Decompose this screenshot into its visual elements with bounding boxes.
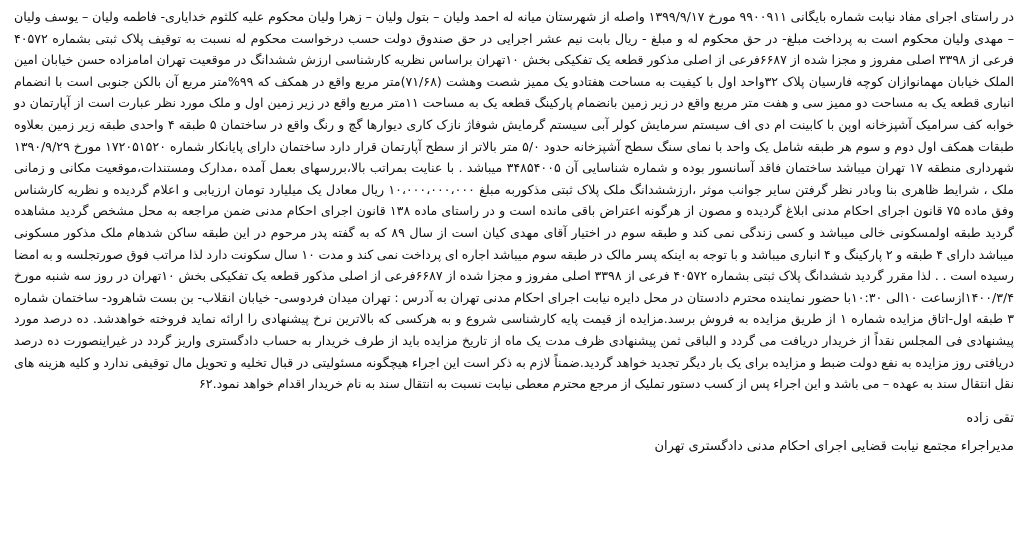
signature-block [14, 405, 1014, 461]
signatory-name: تقی زاده [966, 410, 1014, 426]
notice-body-paragraph: در راستای اجرای مفاد نیابت شماره بایگانی ۹۹۰۰۹۱۱ مورخ ۱۳۹۹/۹/۱۷ واصله از شهرستان میانه له احمد ولیان – بتول ولیان – زهرا ولیان محکوم علیه کلثوم خدایاری- فاطمه ولیان – یوسف ولیان – مهدی ولیان محکوم است به پرداخت مبلغ- در حق محکوم له و مبلغ - ریال بابت نیم عشر اجرایی در حق صندوق دولت حسب درخواست محکوم له نسبت به توقیف پلاک ثبتی بشماره ۴۰۵۷۲ فرعی از ۳۳۹۸ اصلی مفروز و مجزا شده از ۶۶۸۷فرعی از اصلی مذکور قطعه یک تفکیکی بخش ۱۰تهران براساس نظریه کارشناسی ارزش ششدانگ در موقعیت تهران امامزاده حسن خیابان امین الملک خیابان مهمانوازان کوچه فارسیان پلاک ۳۲واحد اول با کیفیت به مساحت هفتادو یک ممیز شصت وهشت (۷۱/۶۸)متر مربع واقع در همکف که ۹۹%متر مربع آن بالکن جنوبی است با انضمام انباری قطعه یک به مساحت دو ممیز سی و هفت متر مربع واقع در زیر زمین بانضمام پارکینگ قطعه یک به مساحت ۱۱متر مربع واقع در زیر زمین اول و ملک مورد نظر عبارت است از آپارتمان دو خوابه کف سرامیک آشپزخانه اوپن با کابینت ام دی اف سیستم سرمایش کولر آبی سیستم گرمایش شوفاژ نازک کاری دیوارها گچ و رنگ واقع در ساختمان ۵ طبقه ۴ واحدی طبقه زیر زمین بعلاوه طبقات همکف اول دوم و سوم هر طبقه شامل یک واحد با نمای سنگ سطح آشپزخانه حدود ۵/۰ متر بالاتر از سطح آپارتمان قرار دارد ساختمان دارای پایانکار شماره ۱۷۲۰۵۱۵۲۰ مورخ ۱۳۹۰/۹/۲۹ شهرداری منطقه ۱۷ تهران میباشد ساختمان فاقد آسانسور بوده و شماره شناسایی آن ۳۴۸۵۴۰۰۵ میباشد . با عنایت بمراتب بالا،بررسهای بعمل آمده ،مدارک ومستندات،موقعیت مکانی و زمانی ملک ، شرایط ظاهری بنا وبادر نظر گرفتن سایر جوانب موثر ،ارزششدانگ ملک پلاک ثبتی مذکوربه مبلغ ۱۰،۰۰۰،۰۰۰،۰۰۰ ریال معادل یک میلیارد تومان ارزیابی و اعلام گردیده و نظریه کارشناس وفق ماده ۷۵ قانون اجرای احکام مدنی ابلاغ گردیده و مصون از هرگونه اعتراض باقی مانده است و در راستای ماده ۱۳۸ قانون اجرای احکام مدنی ضمن مراجعه به محل مشخص گردید مشاهده گردید طبقه اولمسکونی خالی میباشد و کسی زندگی نمی کند و طبقه سوم در اختیار آقای مهدی کیان است از سال ۸۹ که به گفته پدر مرحوم در این طبقه ساکن شدهام ملک مذکور مسکونی میباشد دارای ۴ طبقه و ۲ پارکینگ و ۴ انباری میباشد و با توجه به اینکه پسر مالک در طبقه سوم میباشد اجاره ای پرداخت نمی کند و مدت ۱۰ سال سکونت دارد لذا مراتب فوق صورتجلسه و به امضا رسیده است . . لذا مقرر گردید ششدانگ پلاک ثبتی بشماره ۴۰۵۷۲ فرعی از ۳۳۹۸ اصلی مفروز و مجزا شده از ۶۶۸۷فرعی از اصلی مذکور قطعه یک تفکیکی بخش ۱۰تهران در روز سه شنبه مورخ ۱۴۰۰/۳/۴ازساعت ۱۰الی ۱۰:۳۰با حضور نماینده محترم دادستان در محل دایره نیابت اجرای احکام مدنی تهران به آدرس : تهران میدان فردوسی- خیابان انقلاب- بن بست شاهرود- ساختمان شماره ۳ طبقه اول-اتاق مزایده شماره ۱ از طریق مزایده به فروش برسد.مزایده از قیمت پایه کارشناسی شروع و به هرکسی که بالاترین نرخ پیشنهادی را ارائه نماید فروخته خواهدشد. ده درصد مورد پیشنهادی فی المجلس نقداً از خریدار دریافت می گردد و الباقی ثمن پیشنهادی ظرف مدت یک ماه از تاریخ مزایده باید از طرف خریدار به حساب دادگستری واریز گردد در غیراینصورت ده درصد دریافتی روز مزایده به نفع دولت ضبط و مزایده برای یک بار دیگر تجدید خواهد گردید.ضمناً لازم به ذکر است این اجراء هیچگونه مسئولیتی در قبال تخلیه و تحویل مال توقیفی ندارد و کلیه هزینه های نقل انتقال سند به عهده – می باشد و این اجراء پس از کسب دستور تملیک از مرجع محترم معطی نیابت نسبت به انتقال سند به نام خریدار اقدام خواهد نمود.۶۲ [14, 9, 1015, 392]
signatory-title: مدیراجراء مجتمع نیابت قضایی اجرای احکام مدنی دادگستری تهران [654, 438, 1014, 454]
